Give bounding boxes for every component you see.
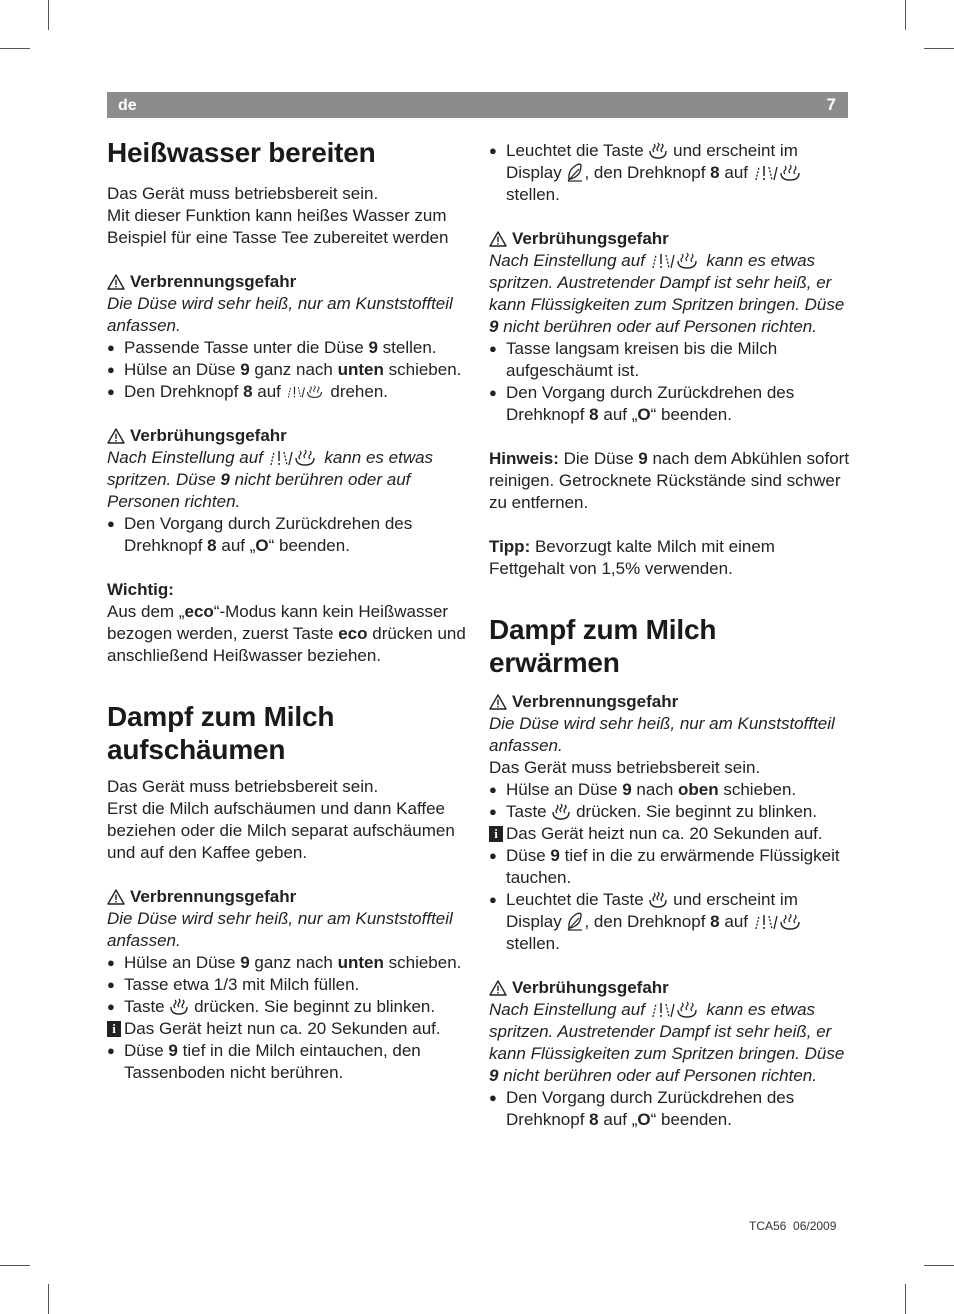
warning-text: Die Düse wird sehr heiß, nur am Kunststoffteil anfassen. (107, 294, 453, 335)
steam-dial-icon (650, 1001, 702, 1019)
list-item: ● Hülse an Düse 9 nach oben schieben. (489, 779, 851, 801)
list-item: ● Tasse langsam kreisen bis die Milch aufgeschäumt ist. (489, 338, 851, 382)
important-text: Aus dem „eco“-Modus kann kein Heißwasser bezogen werden, zuerst Taste eco drücken und anschließend Heißwasser beziehen. (107, 602, 466, 665)
steam-icon (648, 142, 668, 160)
list-item: ● Hülse an Düse 9 ganz nach unten schieben. (107, 952, 467, 974)
hint-text: Hinweis: Die Düse 9 nach dem Abkühlen sofort reinigen. Getrocknete Rückstände sind schwer zu entfernen. (489, 449, 850, 512)
froth-intro-1: Das Gerät muss betriebsbereit sein. (107, 777, 379, 796)
warning-text: Nach Einstellung auf kann es etwas spritzen. Austretender Dampf ist sehr heiß, er kann Flüssigkeiten zum Spritzen bringen. Düse 9 nicht berühren oder auf Personen richten. (489, 251, 845, 336)
page-number: 7 (826, 95, 836, 114)
warning-heading: Verbrühungsgefahr (489, 977, 851, 999)
hot-water-intro-2: Mit dieser Funktion kann heißes Wasser zum Beispiel für eine Tasse Tee zubereitet werden (107, 206, 449, 247)
list-item: ● Den Vorgang durch Zurückdrehen des Drehknopf 8 auf „O“ beenden. (107, 513, 467, 557)
froth-intro-2: Erst die Milch aufschäumen und dann Kaffee beziehen oder die Milch separat aufschäumen und auf den Kaffee geben. (107, 799, 455, 862)
steam-dial-icon (286, 383, 326, 401)
warning-text: Nach Einstellung auf kann es etwas spritzen. Düse 9 nicht berühren oder auf Personen richten. (107, 448, 434, 511)
list-item: ● Den Vorgang durch Zurückdrehen des Drehknopf 8 auf „O“ beenden. (489, 382, 851, 426)
crop-mark (48, 1284, 49, 1314)
info-note: i Das Gerät heizt nun ca. 20 Sekunden auf. (107, 1018, 467, 1040)
warning-text: Die Düse wird sehr heiß, nur am Kunststoffteil anfassen. (107, 909, 453, 950)
warning-icon (489, 694, 507, 710)
page-header-bar (107, 92, 848, 118)
crop-mark (905, 1284, 906, 1314)
left-column (107, 136, 467, 1084)
page-footer (749, 1215, 836, 1237)
info-note: i Das Gerät heizt nun ca. 20 Sekunden auf. (489, 823, 851, 845)
model-code: TCA56 (749, 1219, 787, 1233)
display-steam-icon (566, 911, 584, 931)
crop-mark (48, 0, 49, 30)
crop-mark (0, 48, 30, 49)
tip-text: Tipp: Bevorzugt kalte Milch mit einem Fettgehalt von 1,5% verwenden. (489, 537, 775, 578)
warning-heading: Verbrennungsgefahr (489, 691, 851, 713)
print-date: 06/2009 (793, 1219, 837, 1233)
steam-dial-icon (268, 449, 320, 467)
list-item: ● Den Vorgang durch Zurückdrehen des Drehknopf 8 auf „O“ beenden. (489, 1087, 851, 1131)
warning-icon (489, 231, 507, 247)
list-item: ● Taste drücken. Sie beginnt zu blinken. (107, 996, 467, 1018)
section-title-hot-water: Heißwasser bereiten (107, 137, 376, 168)
warning-text: Die Düse wird sehr heiß, nur am Kunststoffteil anfassen. (489, 714, 835, 755)
list-item: ● Taste drücken. Sie beginnt zu blinken. (489, 801, 851, 823)
list-item: ● Den Drehknopf 8 auf drehen. (107, 381, 467, 403)
warning-heading: Verbrennungsgefahr (107, 886, 467, 908)
steam-dial-icon (753, 913, 805, 931)
info-icon: i (107, 1021, 121, 1037)
steam-dial-icon (650, 252, 702, 270)
warning-heading: Verbrühungsgefahr (107, 425, 467, 447)
warning-heading: Verbrühungsgefahr (489, 228, 851, 250)
right-column (489, 136, 851, 1131)
list-item: ● Düse 9 tief in die Milch eintauchen, den Tassenboden nicht berühren. (107, 1040, 467, 1084)
steam-icon (648, 891, 668, 909)
warning-text: Nach Einstellung auf kann es etwas spritzen. Austretender Dampf ist sehr heiß, er kann Flüssigkeiten zum Spritzen bringen. Düse 9 nicht berühren oder auf Personen richten. (489, 1000, 845, 1085)
warning-icon (107, 428, 125, 444)
crop-mark (924, 1265, 954, 1266)
list-item: ● Leuchtet die Taste und erscheint im Display , den Drehknopf 8 auf stellen. (489, 140, 851, 206)
display-steam-icon (566, 162, 584, 182)
important-label: Wichtig: (107, 580, 174, 599)
crop-mark (905, 0, 906, 30)
steam-icon (169, 998, 189, 1016)
crop-mark (0, 1265, 30, 1266)
section-title-heat: Dampf zum Milch erwärmen (489, 614, 717, 678)
list-item: ● Tasse etwa 1/3 mit Milch füllen. (107, 974, 467, 996)
hot-water-intro-1: Das Gerät muss betriebsbereit sein. (107, 184, 379, 203)
steam-icon (551, 803, 571, 821)
steam-dial-icon (753, 164, 805, 182)
section-title-froth: Dampf zum Milch aufschäumen (107, 701, 335, 765)
list-item: ● Düse 9 tief in die zu erwärmende Flüssigkeit tauchen. (489, 845, 851, 889)
heat-ready: Das Gerät muss betriebsbereit sein. (489, 758, 761, 777)
info-icon: i (489, 826, 503, 842)
warning-icon (489, 980, 507, 996)
warning-icon (107, 274, 125, 290)
list-item: ● Leuchtet die Taste und erscheint im Display , den Drehknopf 8 auf stellen. (489, 889, 851, 955)
warning-icon (107, 889, 125, 905)
language-code: de (118, 97, 137, 114)
list-item: ● Passende Tasse unter die Düse 9 stellen. (107, 337, 467, 359)
list-item: ● Hülse an Düse 9 ganz nach unten schieben. (107, 359, 467, 381)
crop-mark (924, 48, 954, 49)
warning-heading: Verbrennungsgefahr (107, 271, 467, 293)
